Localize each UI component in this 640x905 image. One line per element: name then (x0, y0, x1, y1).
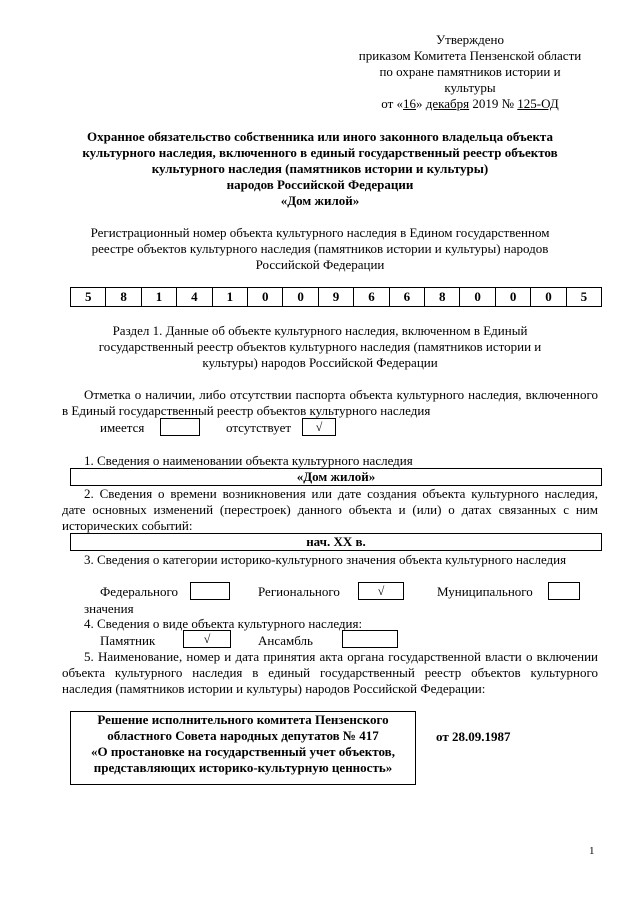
approval-year: 2019 № (469, 96, 518, 111)
approval-line-3: по охране памятников истории и (379, 64, 561, 79)
registration-digit-cell: 5 (71, 288, 106, 306)
item-5-act-line-3: «О простановке на государственный учет объектов, (91, 744, 395, 759)
registration-digit-cell: 0 (283, 288, 318, 306)
item-3-municipal-checkbox[interactable] (548, 582, 580, 600)
section-1-line-3: культуры) народов Российской Федерации (202, 355, 438, 370)
item-2-label: 2. Сведения о времени возникновения или дате создания объекта культурного наследия, дате основных изменений (перестроек) данного объекта и (или) о датах связанных с ним исторических событий: (62, 486, 598, 533)
approval-day: 16 (403, 96, 417, 111)
item-5-label: 5. Наименование, номер и дата принятия акта органа государственной власти о включении объекта культурного наследия в единый государственный реестр объектов культурного наследия (памятников истории и культуры) народов Российской Федерации: (62, 649, 598, 696)
passport-absent-checkbox[interactable]: √ (302, 418, 336, 436)
item-3-federal-checkbox[interactable] (190, 582, 230, 600)
item-4-ensemble-checkbox[interactable] (342, 630, 398, 648)
item-3-regional-checkbox[interactable]: √ (358, 582, 404, 600)
item-3-regional-label: Регионального (258, 584, 340, 599)
item-3-federal-label: Федерального (100, 584, 179, 599)
title-line-1: Охранное обязательство собственника или иного законного владельца объекта (87, 129, 553, 144)
item-2-value: нач. XX в. (70, 533, 602, 551)
approval-date-prefix: от « (381, 96, 404, 111)
item-5-act-line-4: представляющих историко-культурную ценность» (93, 760, 393, 775)
section-1-line-1: Раздел 1. Данные об объекте культурного наследия, включенном в Единый (112, 323, 528, 338)
registration-number-grid (70, 287, 602, 307)
item-3-municipal-label: Муниципального (437, 584, 533, 599)
registration-line-3: Российской Федерации (255, 257, 385, 272)
registration-digit-cell: 4 (177, 288, 212, 306)
title-line-2: культурного наследия, включенного в единый государственный реестр объектов (82, 145, 558, 160)
item-3-suffix: значения (84, 601, 134, 616)
passport-has-checkbox[interactable] (160, 418, 200, 436)
approval-date-line (340, 96, 600, 112)
registration-digit-cell: 0 (460, 288, 495, 306)
item-1-label: 1. Сведения о наименовании объекта культурного наследия (84, 453, 413, 468)
item-4-monument-checkbox[interactable]: √ (183, 630, 231, 648)
item-5-act-box (70, 711, 416, 785)
registration-digit-cell: 5 (580, 289, 588, 304)
item-4-label: 4. Сведения о виде объекта культурного наследия: (84, 616, 363, 631)
registration-digit-cell: 8 (425, 288, 460, 306)
registration-digit-cell: 1 (213, 288, 248, 306)
passport-has-label: имеется (100, 420, 145, 435)
item-5-act-line-2: областного Совета народных депутатов № 417 (107, 728, 379, 743)
item-5-act-date: от 28.09.1987 (436, 729, 511, 744)
item-1-value: «Дом жилой» (70, 468, 602, 486)
title-line-5: «Дом жилой» (280, 193, 360, 208)
registration-digit-cell: 6 (354, 288, 389, 306)
approval-line-2: приказом Комитета Пензенской области (358, 48, 582, 63)
registration-digit-cell: 0 (496, 288, 531, 306)
registration-digit-cell: 9 (319, 288, 354, 306)
approval-line-1: Утверждено (435, 32, 505, 47)
approval-line-4: культуры (444, 80, 496, 95)
registration-line-2: реестре объектов культурного наследия (памятников истории и культуры) народов (91, 241, 549, 256)
section-1-line-2: государственный реестр объектов культурного наследия (памятников истории и (98, 339, 542, 354)
item-5-act-line-1: Решение исполнительного комитета Пензенского (97, 712, 389, 727)
registration-digit-cell: 1 (142, 288, 177, 306)
registration-digit-cell: 8 (106, 288, 141, 306)
title-line-3: культурного наследия (памятников истории и культуры) (151, 161, 489, 176)
approval-date-mid: » (416, 96, 426, 111)
item-4-ensemble-label: Ансамбль (258, 633, 313, 648)
passport-text: Отметка о наличии, либо отсутствии паспорта объекта культурного наследия, включенного в Единый государственный реестр объектов культурного наследия (62, 387, 598, 418)
registration-digit-cell: 6 (390, 288, 425, 306)
approval-number: 125-ОД (517, 96, 559, 111)
registration-digit-cell: 0 (531, 288, 566, 306)
item-4-monument-label: Памятник (100, 633, 156, 648)
passport-absent-label: отсутствует (226, 420, 292, 435)
title-line-4: народов Российской Федерации (226, 177, 414, 192)
approval-month: декабря (425, 96, 470, 111)
registration-digit-cell: 0 (248, 288, 283, 306)
page-number: 1 (589, 845, 595, 857)
registration-line-1: Регистрационный номер объекта культурного наследия в Едином государственном (90, 225, 550, 240)
item-3-label: 3. Сведения о категории историко-культурного значения объекта культурного наследия (84, 552, 567, 567)
